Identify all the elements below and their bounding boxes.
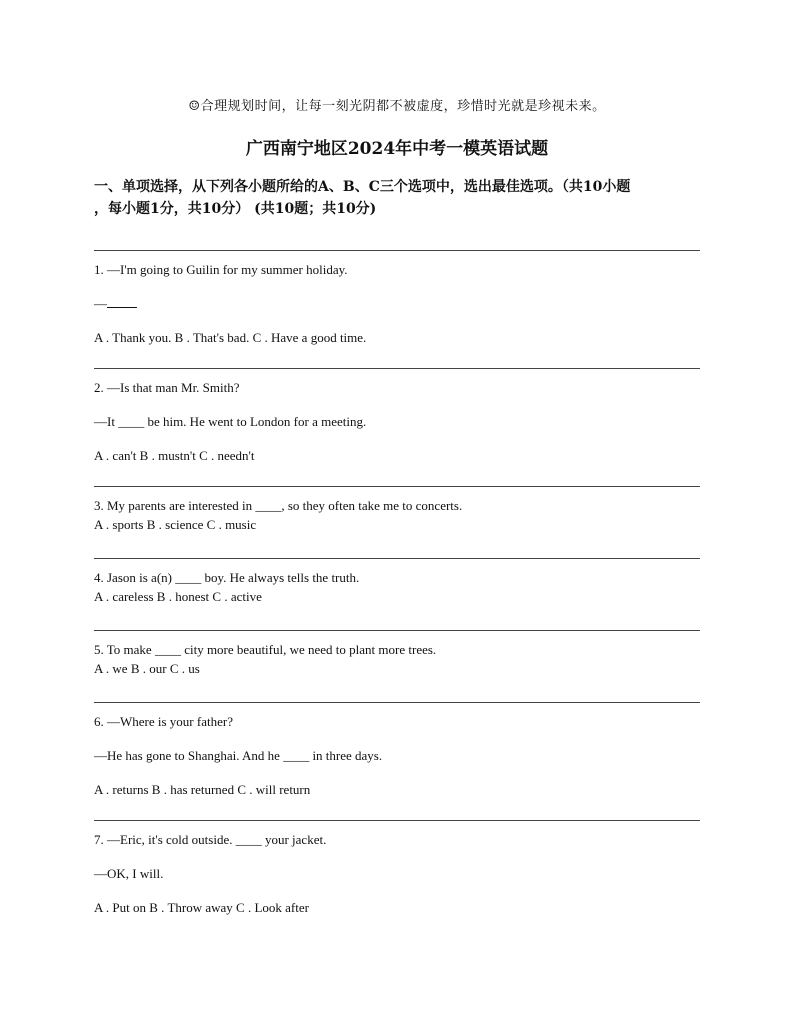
question-5-prompt: 5. To make ____ city more beautiful, we need to plant more trees.	[94, 642, 437, 657]
question-2-options: A . can't B . mustn't C . needn't	[94, 448, 255, 463]
question-6-prompt: 6. —Where is your father?	[94, 714, 233, 729]
question-4	[94, 558, 700, 630]
question-3	[94, 486, 700, 558]
question-6-options: A . returns B . has returned C . will return	[94, 782, 311, 797]
question-2-reply: —It ____ be him. He went to London for a meeting.	[94, 414, 367, 429]
question-1-reply	[94, 295, 700, 312]
question-6	[94, 702, 700, 820]
question-1	[94, 250, 700, 368]
question-1-reply-dash: —	[94, 296, 107, 311]
question-4-options: A . careless B . honest C . active	[94, 589, 262, 604]
question-1-prompt: 1. —I'm going to Guilin for my summer holiday.	[94, 262, 348, 277]
answer-blank	[107, 306, 137, 308]
question-3-prompt: 3. My parents are interested in ____, so they often take me to concerts.	[94, 498, 463, 513]
question-7-options: A . Put on B . Throw away C . Look after	[94, 900, 309, 915]
question-1-options: A . Thank you. B . That's bad. C . Have a good time.	[94, 330, 367, 345]
question-5	[94, 630, 700, 702]
question-7	[94, 820, 700, 916]
question-7-reply: —OK, I will.	[94, 866, 164, 881]
motto-line: ☺合理规划时间，让每一刻光阴都不被虚度，珍惜时光就是珍视未来。	[188, 99, 606, 114]
section-heading	[94, 176, 704, 220]
question-6-reply: —He has gone to Shanghai. And he ____ in three days.	[94, 748, 383, 763]
question-5-options: A . we B . our C . us	[94, 661, 200, 676]
section-heading-line-2: ，每小题1分，共10分） (共10题；共10分)	[94, 201, 377, 217]
question-2-prompt: 2. —Is that man Mr. Smith?	[94, 380, 240, 395]
question-4-prompt: 4. Jason is a(n) ____ boy. He always tells the truth.	[94, 570, 360, 585]
question-list	[94, 250, 700, 916]
section-heading-line-1: 一、单项选择，从下列各小题所给的A、B、C三个选项中，选出最佳选项。（共10小题	[94, 179, 631, 195]
question-3-options: A . sports B . science C . music	[94, 517, 257, 532]
page-title: 广西南宁地区2024年中考一模英语试题	[245, 139, 549, 159]
question-2	[94, 368, 700, 486]
question-7-prompt: 7. —Eric, it's cold outside. ____ your jacket.	[94, 832, 327, 847]
